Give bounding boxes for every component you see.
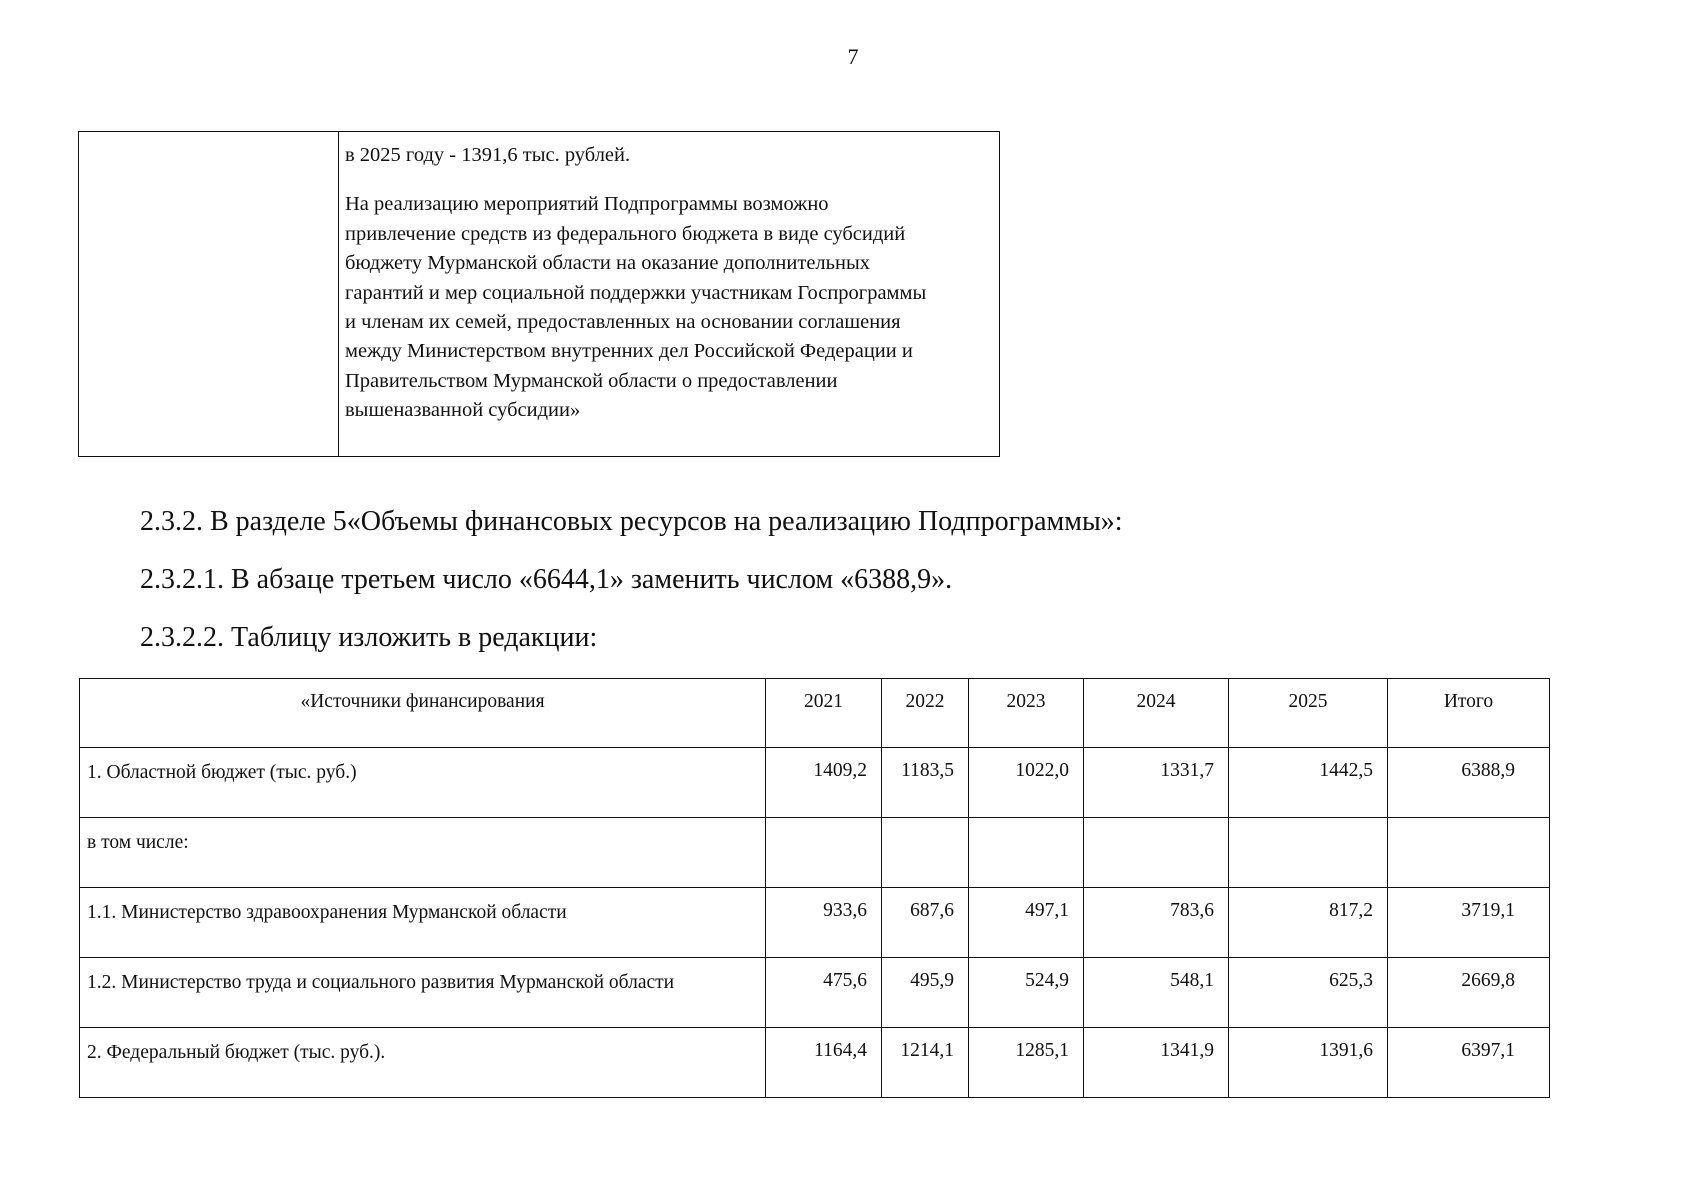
table-row: [80, 958, 1550, 1028]
cell-2024: 548,1: [1084, 958, 1229, 1028]
column-header-2022: 2022: [882, 679, 969, 748]
financing-sources-table: [79, 678, 1550, 1098]
cell-2021: 475,6: [766, 958, 882, 1028]
paragraph-gap: [345, 170, 991, 190]
cell-2025: 1442,5: [1229, 748, 1388, 818]
section-paragraph-2-3-2-1: 2.3.2.1. В абзаце третьем число «6644,1» заменить числом «6388,9».: [140, 564, 953, 595]
cell-2024: 1331,7: [1084, 748, 1229, 818]
column-header-sources: «Источники финансирования: [80, 679, 766, 748]
cell-2022: 495,9: [882, 958, 969, 1028]
cell-2021: [766, 818, 882, 888]
funding-description: [339, 132, 999, 426]
column-header-total: Итого: [1388, 679, 1550, 748]
text-line: вышеназванной субсидии»: [345, 399, 581, 422]
cell-2024: 783,6: [1084, 888, 1229, 958]
row-label: 1.1. Министерство здравоохранения Мурманской области: [80, 888, 766, 958]
page-number: 7: [847, 44, 859, 69]
text-line: бюджету Мурманской области на оказание дополнительных: [345, 252, 871, 275]
cell-2022: 1183,5: [882, 748, 969, 818]
text-line: На реализацию мероприятий Подпрограммы возможно: [345, 193, 829, 216]
cell-2023: 1022,0: [969, 748, 1084, 818]
cell-2025: 625,3: [1229, 958, 1388, 1028]
cell-total: [1388, 818, 1550, 888]
table-header-row: [80, 679, 1550, 748]
table-row: [80, 888, 1550, 958]
left-cell: [79, 132, 339, 457]
table-row: [80, 748, 1550, 818]
text-line: гарантий и мер социальной поддержки участникам Госпрограммы: [345, 281, 927, 304]
cell-2025: 1391,6: [1229, 1028, 1388, 1098]
cell-2022: 1214,1: [882, 1028, 969, 1098]
subprogram-funding-table: [78, 131, 1000, 457]
section-paragraph-2-3-2-2: 2.3.2.2. Таблицу изложить в редакции:: [140, 622, 598, 653]
row-label: 1. Областной бюджет (тыс. руб.): [80, 748, 766, 818]
table-row: [79, 132, 1000, 457]
table-row: [80, 818, 1550, 888]
text-line: привлечение средств из федерального бюджета в виде субсидий: [345, 222, 906, 245]
cell-2023: 1285,1: [969, 1028, 1084, 1098]
text-line: и членам их семей, предоставленных на основании соглашения: [345, 311, 901, 334]
row-label: 1.2. Министерство труда и социального развития Мурманской области: [80, 958, 766, 1028]
cell-2024: 1341,9: [1084, 1028, 1229, 1098]
text-line: Правительством Мурманской области о предоставлении: [345, 369, 838, 392]
column-header-2024: 2024: [1084, 679, 1229, 748]
cell-2024: [1084, 818, 1229, 888]
row-label: 2. Федеральный бюджет (тыс. руб.).: [80, 1028, 766, 1098]
right-cell: [339, 132, 1000, 457]
column-header-2023: 2023: [969, 679, 1084, 748]
cell-2021: 1409,2: [766, 748, 882, 818]
text-line: между Министерством внутренних дел Российской Федерации и: [345, 340, 913, 363]
cell-total: 2669,8: [1388, 958, 1550, 1028]
funding-2025-line: в 2025 году - 1391,6 тыс. рублей.: [345, 144, 631, 166]
cell-total: 3719,1: [1388, 888, 1550, 958]
column-header-2025: 2025: [1229, 679, 1388, 748]
cell-2025: [1229, 818, 1388, 888]
cell-2023: 524,9: [969, 958, 1084, 1028]
section-paragraph-2-3-2: 2.3.2. В разделе 5«Объемы финансовых ресурсов на реализацию Подпрограммы»:: [140, 506, 1123, 537]
cell-2023: [969, 818, 1084, 888]
cell-2021: 933,6: [766, 888, 882, 958]
cell-2025: 817,2: [1229, 888, 1388, 958]
cell-2022: [882, 818, 969, 888]
cell-total: 6397,1: [1388, 1028, 1550, 1098]
column-header-2021: 2021: [766, 679, 882, 748]
cell-2022: 687,6: [882, 888, 969, 958]
row-label: в том числе:: [80, 818, 766, 888]
cell-2021: 1164,4: [766, 1028, 882, 1098]
cell-2023: 497,1: [969, 888, 1084, 958]
cell-total: 6388,9: [1388, 748, 1550, 818]
table-row: [80, 1028, 1550, 1098]
